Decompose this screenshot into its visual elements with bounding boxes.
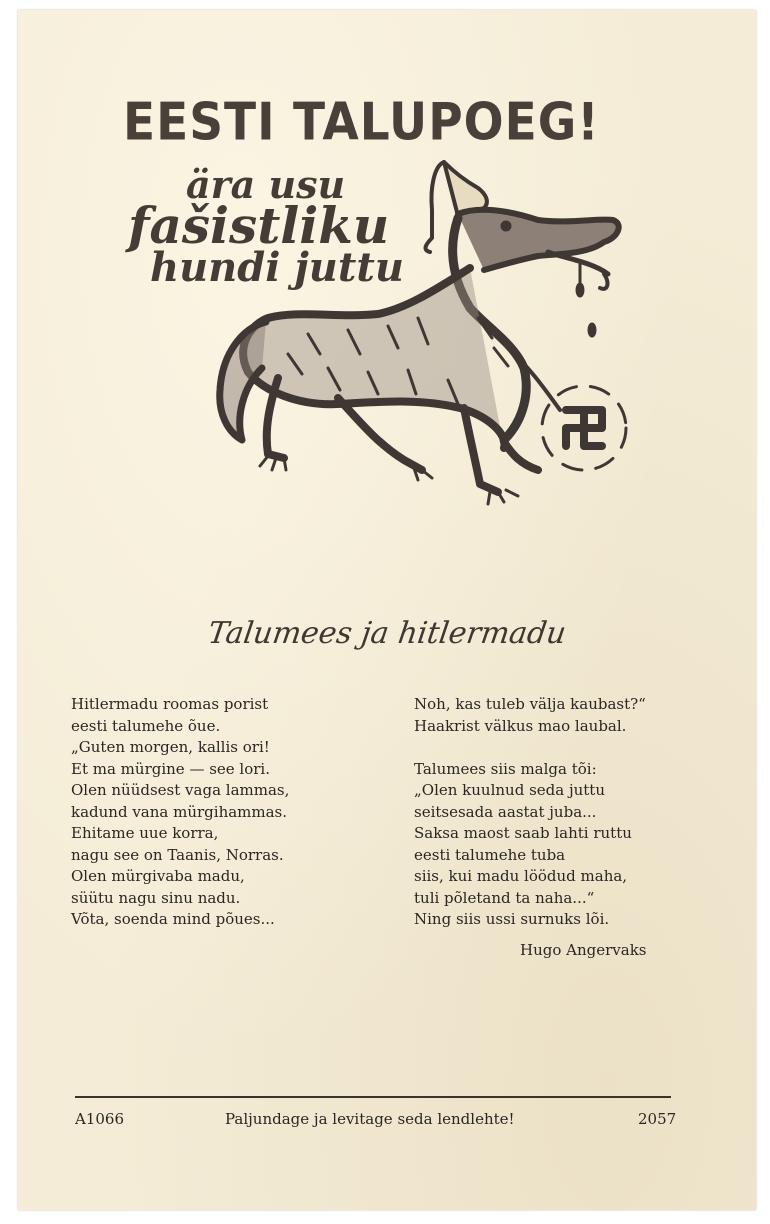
poem-line: Haakrist välkus mao laubal.	[414, 716, 627, 735]
poem-line: Saksa maost saab lahti ruttu	[414, 824, 632, 842]
poem-line: „Guten morgen, kallis ori!	[71, 738, 270, 756]
poem-left-column	[71, 694, 289, 931]
poem-line: Võta, soenda mind põues...	[71, 910, 275, 928]
poem-line: Olen nüüdsest vaga lammas,	[71, 781, 290, 799]
poem-author: Hugo Angervaks	[520, 941, 647, 959]
leaflet-page	[18, 10, 756, 1210]
headline: EESTI TALUPOEG!	[123, 92, 600, 153]
poem-line: Noh, kas tuleb välja kaubast?“	[414, 695, 646, 713]
footer-code: A1066	[75, 1110, 125, 1128]
poem-line: nagu see on Taanis, Norras.	[71, 845, 284, 864]
poem-line: süütu nagu sinu nadu.	[71, 888, 241, 907]
poem-line: Olen mürgivaba madu,	[71, 867, 245, 885]
poem-line: eesti talumehe õue.	[71, 716, 221, 735]
poem-title: Talumees ja hitlermadu	[205, 616, 569, 651]
wolf-with-swastika-icon	[208, 158, 648, 508]
poem-right-column	[414, 694, 646, 931]
poem-line: eesti talumehe tuba	[414, 845, 566, 864]
footer-number: 2057	[638, 1110, 677, 1128]
poem-line: seitsesada aastat juba...	[414, 802, 597, 821]
poem-line: Talumees siis malga tõi:	[414, 759, 597, 778]
subtitle-line-1: ära usu	[186, 162, 346, 207]
poem-line: Hitlermadu roomas porist	[71, 695, 269, 713]
poem-line: Et ma mürgine — see lori.	[71, 759, 270, 778]
footer-divider	[75, 1096, 671, 1098]
subtitle-line-3: hundi juttu	[150, 244, 404, 291]
stanza-gap	[414, 737, 646, 759]
subtitle-line-2: fašistliku	[128, 196, 390, 255]
poem-line: Ning siis ussi surnuks lõi.	[414, 910, 610, 928]
poem-line: kadund vana mürgihammas.	[71, 802, 288, 821]
poem-line: Ehitame uue korra,	[71, 824, 219, 842]
poem-line: „Olen kuulnud seda juttu	[414, 781, 605, 799]
poem-line: tuli põletand ta naha...“	[414, 888, 595, 907]
poem-line: siis, kui madu löödud maha,	[414, 867, 628, 885]
footer-slogan: Paljundage ja levitage seda lendlehte!	[225, 1110, 515, 1128]
